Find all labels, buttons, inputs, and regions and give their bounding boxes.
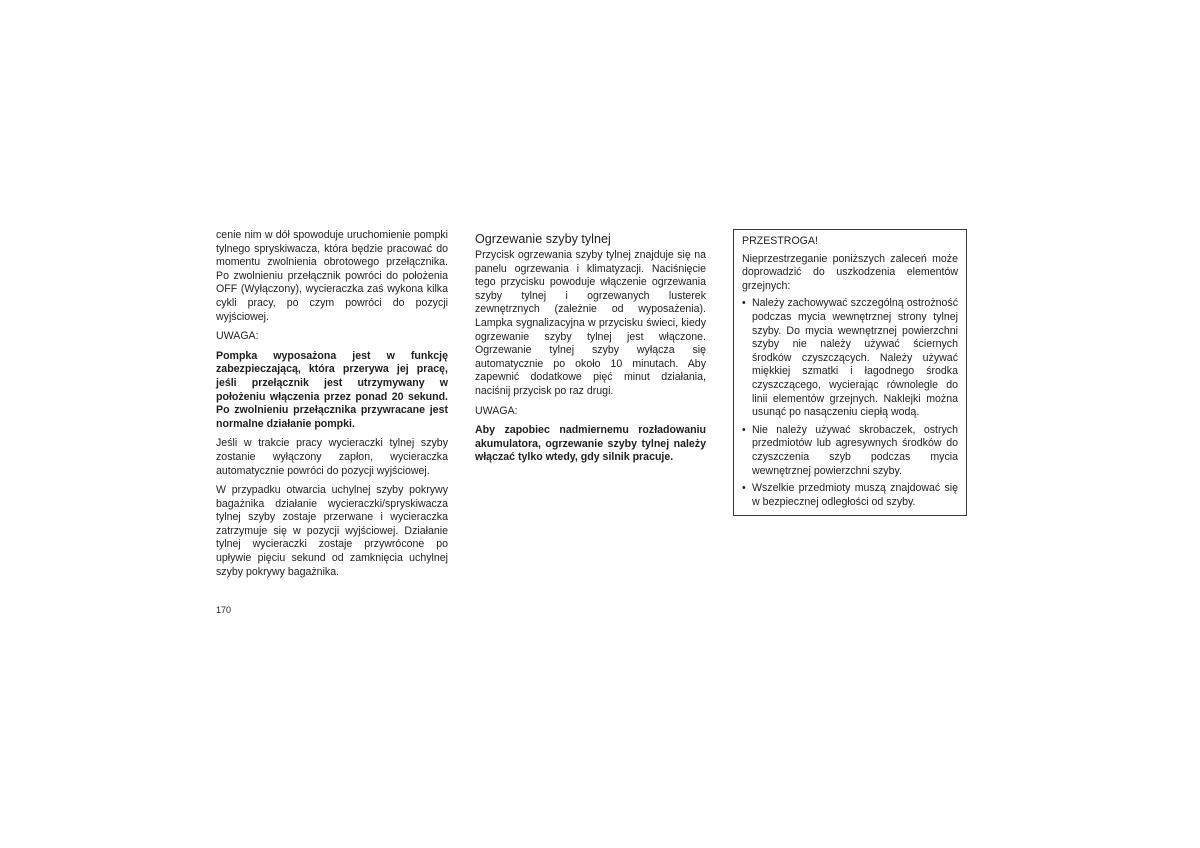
caution-title: PRZESTROGA! bbox=[742, 235, 818, 247]
paragraph-ignition-off: Jeśli w trakcie pracy wycieraczki tylnej szyby zostanie wyłączony zapłon, wycieraczka automatycznie powróci do pozycji wyjściowej. bbox=[216, 437, 448, 477]
caution-intro: Nieprzestrzeganie poniższych zaleceń może doprowadzić do uszkodzenia elementów grzejnych: bbox=[742, 252, 958, 292]
note-text-battery: Aby zapobiec nadmiernemu rozładowaniu akumulatora, ogrzewanie szyby tylnej należy włączać tylko wtedy, gdy silnik pracuje. bbox=[475, 424, 706, 464]
caution-item bbox=[742, 424, 958, 478]
note-label: UWAGA: bbox=[216, 330, 259, 343]
caution-item-text: Nie należy używać skrobaczek, ostrych przedmiotów lub agresywnych środków do czyszczenia szyb podczas mycia wewnętrznej powierzchni szyby. bbox=[752, 423, 958, 477]
note-label: UWAGA: bbox=[475, 404, 518, 417]
paragraph-rear-defrost: Przycisk ogrzewania szyby tylnej znajduje się na panelu ogrzewania i klimatyzacji. Naciśnięcie tego przycisku powoduje włączenie ogrzewania szyby tylnej i ogrzewanych lusterek zewnętrznych (zależnie od wyposażenia). Lampka sygnalizacyjna w przycisku świeci, kiedy ogrzewanie szyby tylnej jest włączone. Ogrzewanie tylnej szyby wyłącza się automatycznie po około 10 minutach. Aby zapewnić dodatkowe pięć minut działania, naciśnij przycisk po raz drugi. bbox=[475, 249, 706, 397]
page-number: 170 bbox=[216, 605, 232, 615]
middle-column bbox=[475, 228, 706, 471]
paragraph-pump-operation: cenie nim w dół spowoduje uruchomienie pompki tylnego spryskiwacza, która będzie pracować do momentu zwolnienia obrotowego przełącznika. Po zwolnieniu przełącznik powróci do położenia OFF (Wyłączony), wycieraczka zaś wykona kilka cykli pracy, po czym powróci do pozycji wyjściowej. bbox=[216, 229, 448, 323]
paragraph-tailgate-glass: W przypadku otwarcia uchylnej szyby pokrywy bagażnika działanie wycieraczki/spryskiwacza tylnej szyby zostaje przerwane i wycieraczka zatrzymuje się w pozycji wyjściowej. Działanie tylnej wycieraczki zostaje przywrócone po upływie pięciu sekund od zamknięcia uchylnej szyby pokrywy bagażnika. bbox=[216, 484, 448, 578]
caution-item-text: Wszelkie przedmioty muszą znajdować się w bezpiecznej odległości od szyby. bbox=[752, 482, 958, 508]
caution-box bbox=[733, 229, 967, 516]
bullet-icon: • bbox=[742, 482, 746, 495]
note-text-pump-protection: Pompka wyposażona jest w funkcję zabezpieczającą, która przerywa jej pracę, jeśli przełącznik jest utrzymywany w położeniu włączenia przez ponad 20 sekund. Po zwolnieniu przełącznika przywracane jest normalne działanie pompki. bbox=[216, 349, 448, 430]
left-column bbox=[216, 229, 448, 585]
bullet-icon: • bbox=[742, 297, 746, 310]
bullet-icon: • bbox=[742, 423, 746, 436]
section-heading-rear-defrost: Ogrzewanie szyby tylnej bbox=[475, 232, 611, 246]
caution-item-text: Należy zachowywać szczególną ostrożność podczas mycia wewnętrznej strony tylnej szyby. Do mycia wewnętrznej powierzchni szyby nie należy używać ściernych środków czyszczących. Należy używać miękkiej szmatki i łagodnego środka czyszczącego, wycierając równolegle do linii elementów grzejnych. Naklejki można usunąć po nasączeniu ciepłą wodą. bbox=[752, 297, 958, 419]
caution-list bbox=[742, 297, 958, 509]
caution-item bbox=[742, 482, 958, 509]
caution-item bbox=[742, 297, 958, 419]
